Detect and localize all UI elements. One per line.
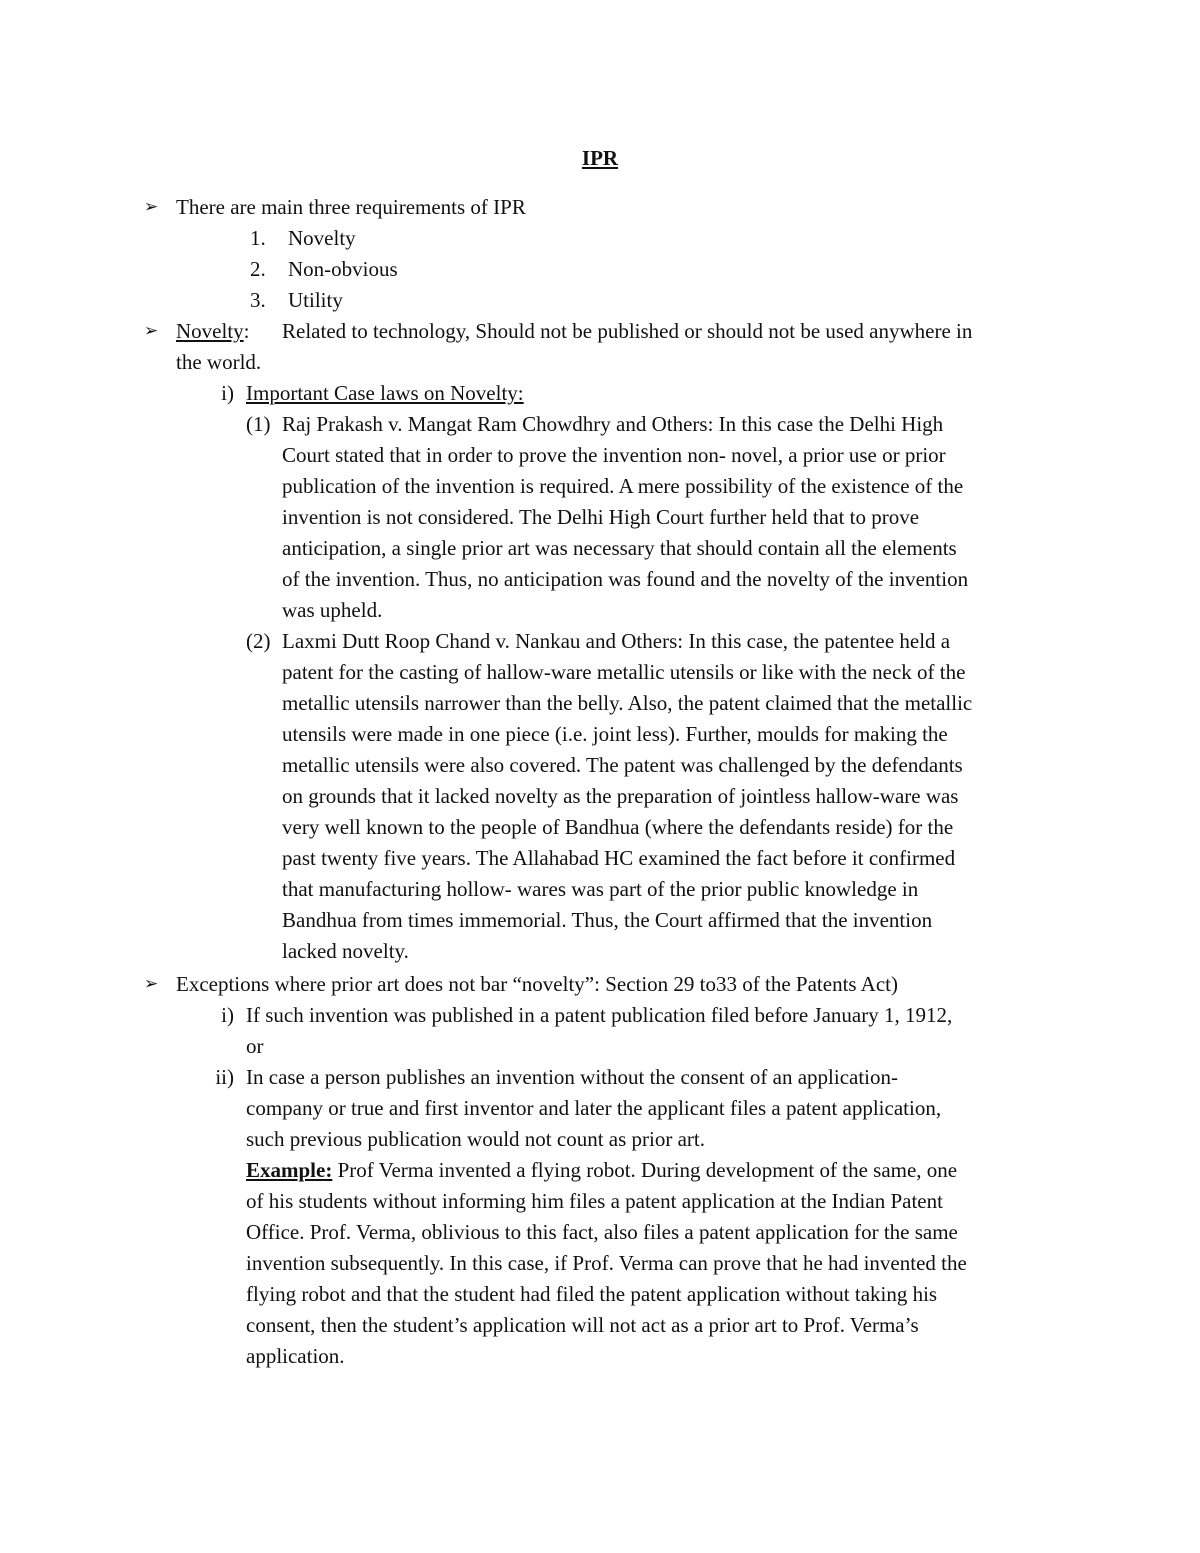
example-label: Example:	[246, 1158, 333, 1182]
novelty-label: Novelty	[176, 319, 244, 343]
requirements-intro: There are main three requirements of IPR	[176, 195, 526, 219]
case-line: metallic utensils were also covered. The patent was challenged by the defendants	[282, 753, 963, 777]
list-item-text: Novelty	[288, 226, 356, 250]
roman-marker: i)	[221, 1003, 234, 1027]
case-line: lacked novelty.	[282, 939, 409, 963]
case-marker: (1)	[246, 412, 271, 436]
case-text	[282, 409, 1062, 626]
novelty-text-line1: Related to technology, Should not be published or should not be used anywhere in	[282, 319, 973, 343]
case-line: of the invention. Thus, no anticipation was found and the novelty of the invention	[282, 567, 969, 591]
arrow-bullet-icon: ➢	[144, 974, 159, 994]
example-line: of his students without informing him files a patent application at the Indian Patent	[246, 1189, 943, 1213]
arrow-bullet-icon: ➢	[144, 321, 159, 341]
case-line: invention is not considered. The Delhi High Court further held that to prove	[282, 505, 920, 529]
example-line: flying robot and that the student had filed the patent application without taking his	[246, 1282, 938, 1306]
example-line: consent, then the student’s application will not act as a prior art to Prof. Verma’s	[246, 1313, 919, 1337]
list-item-text: Utility	[288, 288, 343, 312]
novelty-colon: :	[243, 319, 250, 343]
case-marker: (2)	[246, 629, 271, 653]
case-line: Bandhua from times immemorial. Thus, the Court affirmed that the invention	[282, 908, 933, 932]
case-line: Raj Prakash v. Mangat Ram Chowdhry and Others: In this case the Delhi High	[282, 412, 944, 436]
case-line: utensils were made in one piece (i.e. joint less). Further, moulds for making the	[282, 722, 948, 746]
case-line: Laxmi Dutt Roop Chand v. Nankau and Others: In this case, the patentee held a	[282, 629, 951, 653]
list-item-text: Non-obvious	[288, 257, 398, 281]
roman-marker: ii)	[215, 1065, 234, 1089]
example-first-text: Prof Verma invented a flying robot. During development of the same, one	[332, 1158, 958, 1182]
case-laws-heading: Important Case laws on Novelty:	[246, 381, 524, 405]
case-line: anticipation, a single prior art was necessary that should contain all the elements	[282, 536, 957, 560]
exception-line: In case a person publishes an invention without the consent of an application-	[246, 1065, 898, 1089]
exception-line: such previous publication would not count as prior art.	[246, 1127, 705, 1151]
case-line: very well known to the people of Bandhua (where the defendants reside) for the	[282, 815, 954, 839]
case-line: publication of the invention is required. A mere possibility of the existence of the	[282, 474, 964, 498]
case-line: Court stated that in order to prove the invention non- novel, a prior use or prior	[282, 443, 946, 467]
example-first-line	[246, 1155, 1066, 1186]
exception-text	[246, 1062, 1066, 1372]
exception-line: If such invention was published in a patent publication filed before January 1, 1912,	[246, 1003, 953, 1027]
exception-line: company or true and first inventor and later the applicant files a patent application,	[246, 1096, 942, 1120]
example-line: invention subsequently. In this case, if Prof. Verma can prove that he had invented the	[246, 1251, 967, 1275]
exceptions-intro: Exceptions where prior art does not bar “novelty”: Section 29 to33 of the Patents Act)	[176, 972, 898, 996]
case-line: patent for the casting of hallow-ware metallic utensils or like with the neck of the	[282, 660, 966, 684]
exception-line: or	[246, 1034, 264, 1058]
list-number: 1.	[250, 226, 266, 250]
case-line: on grounds that it lacked novelty as the preparation of jointless hallow-ware was	[282, 784, 959, 808]
exception-text	[246, 1000, 1066, 1062]
page-title: IPR	[581, 146, 619, 170]
list-number: 2.	[250, 257, 266, 281]
case-line: past twenty five years. The Allahabad HC examined the fact before it confirmed	[282, 846, 956, 870]
case-line: that manufacturing hollow- wares was part of the prior public knowledge in	[282, 877, 919, 901]
list-number: 3.	[250, 288, 266, 312]
case-text	[282, 626, 1062, 967]
case-line: metallic utensils narrower than the belly. Also, the patent claimed that the metallic	[282, 691, 973, 715]
example-line: Office. Prof. Verma, oblivious to this fact, also files a patent application for the same	[246, 1220, 958, 1244]
case-line: was upheld.	[282, 598, 383, 622]
example-line: application.	[246, 1344, 345, 1368]
novelty-text-line2: the world.	[176, 350, 262, 374]
arrow-bullet-icon: ➢	[144, 197, 159, 217]
roman-marker: i)	[221, 381, 234, 405]
